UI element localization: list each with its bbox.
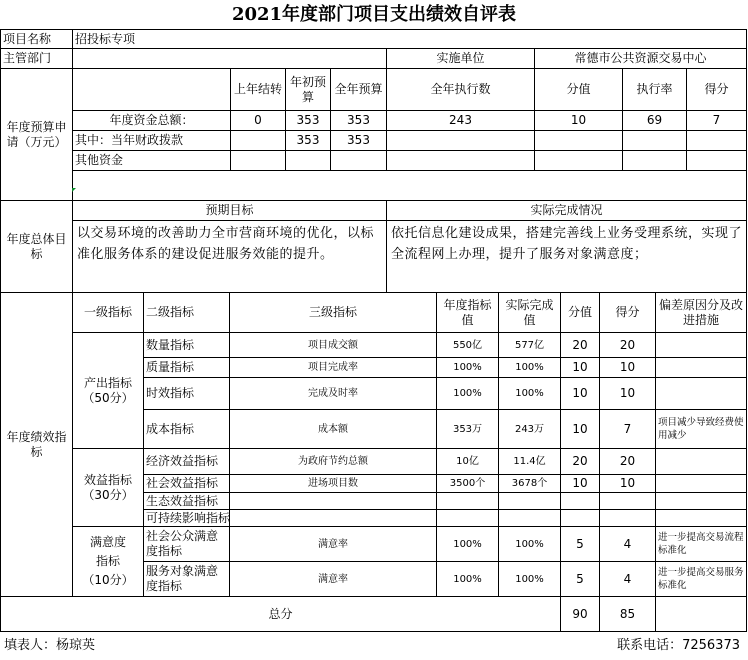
budget-cell (687, 131, 747, 151)
budget-cell: 353 (286, 111, 331, 131)
ind-header-deviation: 偏差原因分及改进措施 (656, 293, 747, 333)
ind-row-actual: 11.4亿 (499, 449, 561, 475)
ind-row-actual: 100% (499, 358, 561, 378)
actual-result-label: 实际完成情况 (387, 201, 747, 221)
budget-cell: 243 (387, 111, 535, 131)
ind-row-score: 10 (600, 475, 656, 493)
ind-row-actual: 3678个 (499, 475, 561, 493)
group-satisfaction-line3: （10分） (82, 573, 134, 587)
ind-row-deviation (656, 378, 747, 410)
ind-row-l3 (230, 510, 437, 527)
filler-label: 填表人：杨琼英 (4, 638, 96, 653)
budget-header-blank (73, 69, 231, 111)
total-label: 总分 (0, 597, 561, 632)
budget-cell (231, 131, 286, 151)
project-name-value: 招投标专项 (73, 29, 747, 49)
budget-cell: 7 (687, 111, 747, 131)
ind-row-score: 20 (600, 449, 656, 475)
ind-row-score (600, 510, 656, 527)
ind-row-target (437, 493, 499, 510)
ind-row-l3: 项目成交额 (230, 333, 437, 358)
comment-marker-icon (72, 188, 76, 192)
budget-cell: 69 (623, 111, 687, 131)
ind-row-actual: 243万 (499, 410, 561, 449)
ind-row-score: 20 (600, 333, 656, 358)
ind-header-l2: 二级指标 (144, 293, 230, 333)
ind-row-deviation: 项目减少导致经费使用减少 (656, 410, 747, 449)
ind-row-l2: 服务对象满意度指标 (144, 562, 230, 597)
ind-row-l3: 满意率 (230, 527, 437, 562)
ind-row-score-value: 10 (561, 475, 600, 493)
budget-cell (535, 131, 623, 151)
ind-row-score-value: 10 (561, 358, 600, 378)
table-title: 2021年度部门项目支出绩效自评表 (231, 4, 517, 25)
ind-row-target: 100% (437, 527, 499, 562)
ind-row-score-value: 20 (561, 449, 600, 475)
ind-row-score: 7 (600, 410, 656, 449)
col-initial-budget: 年初预算 (286, 69, 331, 111)
budget-cell (331, 151, 387, 171)
col-prev-year: 上年结转 (231, 69, 286, 111)
ind-row-l2: 经济效益指标 (144, 449, 230, 475)
ind-row-l2: 社会公众满意度指标 (144, 527, 230, 562)
expected-goal-text: 以交易环境的改善助力全市营商环境的优化，以标准化服务体系的建设促进服务效能的提升。 (73, 221, 387, 293)
ind-row-l2: 质量指标 (144, 358, 230, 378)
budget-spacer-row (73, 171, 747, 201)
ind-row-score-value: 5 (561, 527, 600, 562)
ind-header-l1: 一级指标 (73, 293, 144, 333)
ind-row-l2: 生态效益指标 (144, 493, 230, 510)
budget-row-label: 其他资金 (73, 151, 231, 171)
ind-row-target: 10亿 (437, 449, 499, 475)
ind-row-score: 4 (600, 527, 656, 562)
ind-row-target: 100% (437, 358, 499, 378)
ind-header-target: 年度指标值 (437, 293, 499, 333)
ind-row-score-value: 10 (561, 410, 600, 449)
evaluation-table (0, 29, 747, 632)
col-score: 得分 (687, 69, 747, 111)
overall-section-label: 年度总体目标 (0, 201, 73, 293)
budget-section-label: 年度预算申请（万元） (0, 69, 73, 201)
indicators-section-label: 年度绩效指标 (0, 293, 73, 597)
budget-cell (687, 151, 747, 171)
ind-row-score-value (561, 493, 600, 510)
col-exec-rate: 执行率 (623, 69, 687, 111)
expected-goal-label: 预期目标 (73, 201, 387, 221)
budget-cell: 353 (286, 131, 331, 151)
ind-row-deviation (656, 493, 747, 510)
ind-row-score (600, 493, 656, 510)
ind-row-target: 550亿 (437, 333, 499, 358)
ind-row-l3: 为政府节约总额 (230, 449, 437, 475)
project-name-label: 项目名称 (0, 29, 73, 49)
ind-row-l2: 可持续影响指标 (144, 510, 230, 527)
ind-header-actual: 实际完成值 (499, 293, 561, 333)
budget-cell (286, 151, 331, 171)
ind-row-deviation (656, 449, 747, 475)
group-benefit: 效益指标（30分） (73, 449, 144, 527)
ind-row-actual: 100% (499, 378, 561, 410)
ind-row-deviation (656, 510, 747, 527)
col-execution: 全年执行数 (387, 69, 535, 111)
col-score-value: 分值 (535, 69, 623, 111)
ind-row-target: 100% (437, 378, 499, 410)
group-satisfaction-line1: 满意度 (89, 535, 126, 549)
ind-row-target: 100% (437, 562, 499, 597)
impl-unit-value: 常德市公共资源交易中心 (535, 49, 747, 69)
ind-row-deviation: 进一步提高交易流程标准化 (656, 527, 747, 562)
budget-row-label: 其中：当年财政拨款 (73, 131, 231, 151)
dept-label: 主管部门 (0, 49, 73, 69)
ind-row-deviation (656, 475, 747, 493)
budget-cell (387, 151, 535, 171)
phone-label: 联系电话：7256373 (617, 638, 740, 653)
ind-row-l2: 社会效益指标 (144, 475, 230, 493)
total-score: 85 (600, 597, 656, 632)
ind-row-target: 3500个 (437, 475, 499, 493)
budget-cell (623, 131, 687, 151)
ind-row-actual: 100% (499, 562, 561, 597)
ind-row-actual (499, 493, 561, 510)
group-satisfaction (73, 527, 144, 597)
ind-row-l2: 数量指标 (144, 333, 230, 358)
ind-row-score-value: 10 (561, 378, 600, 410)
ind-row-score: 10 (600, 378, 656, 410)
ind-row-l3: 满意率 (230, 562, 437, 597)
ind-header-l3: 三级指标 (230, 293, 437, 333)
ind-row-target (437, 510, 499, 527)
ind-row-deviation (656, 333, 747, 358)
ind-row-actual (499, 510, 561, 527)
impl-unit-label: 实施单位 (387, 49, 535, 69)
col-full-budget: 全年预算 (331, 69, 387, 111)
ind-row-score: 4 (600, 562, 656, 597)
budget-cell: 353 (331, 131, 387, 151)
total-score-value: 90 (561, 597, 600, 632)
budget-cell (387, 131, 535, 151)
dept-value (73, 49, 387, 69)
total-deviation-blank (656, 597, 747, 632)
ind-row-score-value: 5 (561, 562, 600, 597)
ind-row-deviation: 进一步提高交易服务标准化 (656, 562, 747, 597)
ind-row-score: 10 (600, 358, 656, 378)
ind-row-l3: 项目完成率 (230, 358, 437, 378)
budget-cell (535, 151, 623, 171)
ind-row-l3: 进场项目数 (230, 475, 437, 493)
ind-row-target: 353万 (437, 410, 499, 449)
ind-row-score-value: 20 (561, 333, 600, 358)
actual-result-text: 依托信息化建设成果，搭建完善线上业务受理系统，实现了全流程网上办理，提升了服务对象满意度； (387, 221, 747, 293)
budget-cell: 0 (231, 111, 286, 131)
ind-row-l2: 成本指标 (144, 410, 230, 449)
group-satisfaction-line2: 指标 (95, 554, 120, 568)
budget-cell (231, 151, 286, 171)
ind-row-l3: 完成及时率 (230, 378, 437, 410)
budget-cell: 353 (331, 111, 387, 131)
budget-cell (623, 151, 687, 171)
ind-row-l3 (230, 493, 437, 510)
ind-header-score-value: 分值 (561, 293, 600, 333)
ind-row-l2: 时效指标 (144, 378, 230, 410)
group-output: 产出指标（50分） (73, 333, 144, 449)
ind-row-actual: 100% (499, 527, 561, 562)
ind-row-deviation (656, 358, 747, 378)
budget-cell: 10 (535, 111, 623, 131)
budget-row-label: 年度资金总额： (73, 111, 231, 131)
ind-header-score: 得分 (600, 293, 656, 333)
ind-row-l3: 成本额 (230, 410, 437, 449)
ind-row-score-value (561, 510, 600, 527)
ind-row-actual: 577亿 (499, 333, 561, 358)
